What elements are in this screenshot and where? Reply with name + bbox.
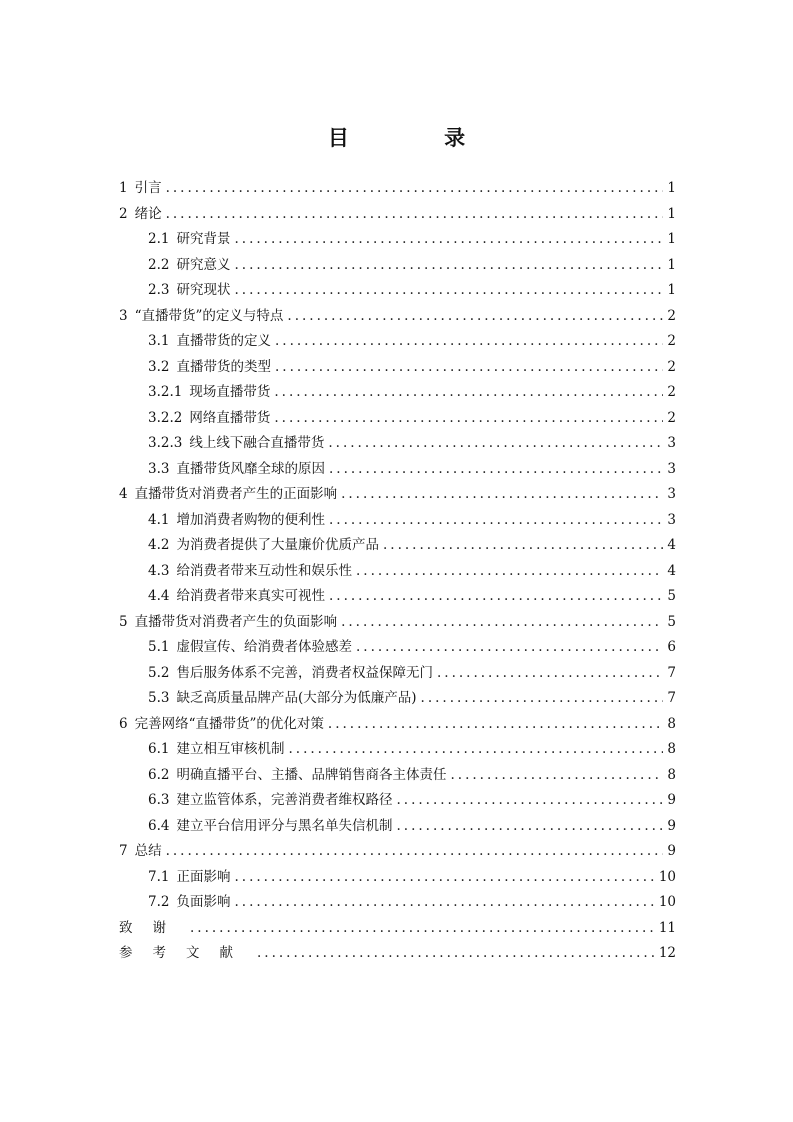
toc-entry-number: 7: [119, 843, 128, 859]
toc-entry-title: 绪论: [134, 205, 162, 222]
toc-entry-number: 3.2.1: [148, 384, 183, 400]
toc-leader-dots: [328, 712, 664, 738]
toc-entry-title: 研究背景: [176, 231, 231, 247]
toc-entry-number: 6.1: [148, 741, 170, 757]
toc-entry-number: 3.2.2: [148, 409, 183, 426]
toc-entry[interactable]: [119, 941, 676, 967]
toc-entry-page: 1: [667, 282, 676, 298]
toc-entry-page: 3: [667, 460, 676, 477]
toc-entry-title: 正面影响: [176, 868, 231, 885]
toc-entry-number: 3.2.3: [148, 435, 183, 451]
toc-entry-title: 总结: [134, 843, 162, 859]
toc-leader-dots: [329, 457, 663, 483]
toc-entry[interactable]: [119, 380, 676, 406]
toc-entry-title: 明确直播平台、主播、品牌销售商各主体责任: [176, 766, 447, 783]
toc-entry-page: 12: [658, 945, 676, 961]
toc-leader-dots: [234, 865, 654, 891]
toc-entry-page: 9: [667, 843, 676, 859]
toc-entry-page: 2: [667, 307, 676, 324]
toc-entry-number: 2.2: [148, 256, 170, 273]
toc-entry-page: 7: [667, 690, 676, 706]
toc-entry-number: 5.3: [148, 690, 170, 706]
toc-leader-dots: [383, 533, 663, 559]
toc-leader-dots: [356, 559, 663, 585]
toc-leader-dots: [274, 380, 663, 406]
toc-leader-dots: [275, 355, 663, 381]
toc-leader-dots: [356, 635, 663, 661]
toc-entry-number: 6.3: [148, 792, 170, 808]
toc-entry-number: 2.3: [148, 282, 170, 298]
toc-entry[interactable]: [119, 737, 676, 763]
toc-entry[interactable]: [119, 814, 676, 840]
toc-entry-page: 7: [667, 664, 676, 681]
toc-entry[interactable]: [119, 278, 676, 304]
toc-leader-dots: [341, 610, 663, 636]
toc-entry-title: 为消费者提供了大量廉价优质产品: [176, 537, 379, 553]
page-title: 目 录: [327, 126, 510, 150]
toc-entry-title: 现场直播带货: [189, 384, 271, 400]
toc-entry-title: 研究意义: [176, 256, 231, 273]
toc-entry-page: 4: [667, 537, 676, 553]
toc-entry[interactable]: [119, 686, 676, 712]
toc-entry[interactable]: [119, 176, 676, 202]
toc-leader-dots: [234, 227, 663, 253]
toc-entry[interactable]: [119, 253, 676, 279]
toc-entry-page: 2: [667, 409, 676, 426]
toc-entry-page: 3: [667, 511, 676, 528]
toc-entry-page: 10: [658, 868, 676, 885]
toc-entry[interactable]: [119, 635, 676, 661]
toc-entry-title: 直播带货的定义: [176, 333, 271, 349]
toc-entry-page: 8: [667, 766, 676, 783]
toc-entry-number: 6.4: [148, 817, 170, 834]
toc-entry-page: 1: [667, 205, 676, 222]
toc-leader-dots: [437, 661, 663, 687]
toc-entry-number: 2: [119, 205, 128, 222]
toc-entry-title: 缺乏高质量品牌产品(大部分为低廉产品): [176, 690, 417, 706]
toc-entry-number: 4.2: [148, 537, 170, 553]
toc-entry-number: 7.2: [148, 894, 170, 910]
toc-entry[interactable]: [119, 533, 676, 559]
toc-entry[interactable]: [119, 355, 676, 381]
toc-entry-number: 5.2: [148, 664, 170, 681]
toc-entry-title: 网络直播带货: [189, 409, 271, 426]
toc-leader-dots: [341, 482, 663, 508]
toc-entry-number: 4.1: [148, 511, 170, 528]
toc-entry-page: 3: [667, 486, 676, 502]
toc-entry-page: 1: [667, 180, 676, 196]
toc-entry-title: 研究现状: [176, 282, 231, 298]
toc-entry[interactable]: [119, 865, 676, 891]
toc-leader-dots: [166, 202, 664, 228]
toc-entry-title: 增加消费者购物的便利性: [176, 511, 325, 528]
toc-entry-title: 负面影响: [176, 894, 231, 910]
toc-entry-number: 5: [119, 613, 128, 630]
toc-leader-dots: [396, 788, 663, 814]
toc-leader-dots: [450, 763, 663, 789]
toc-leader-dots: [275, 329, 663, 355]
toc-entry-number: 3: [119, 307, 128, 324]
toc-entry-title: 售后服务体系不完善，消费者权益保障无门: [176, 664, 433, 681]
toc-entry-title: 线上线下融合直播带货: [189, 435, 325, 451]
toc-entry-page: 11: [658, 919, 676, 936]
toc-leader-dots: [287, 304, 663, 330]
toc-entry-title: 致谢: [119, 919, 186, 936]
toc-entry-number: 4.3: [148, 562, 170, 579]
toc-entry[interactable]: [119, 482, 676, 508]
toc-entry[interactable]: [119, 559, 676, 585]
toc-entry-title: 引言: [134, 180, 162, 196]
toc-entry-page: 3: [667, 435, 676, 451]
toc-entry-page: 2: [667, 333, 676, 349]
toc-entry-title: 建立监管体系，完善消费者维权路径: [176, 792, 393, 808]
toc-entry-number: 2.1: [148, 231, 170, 247]
toc-entry-number: 5.1: [148, 639, 170, 655]
toc-entry-page: 2: [667, 384, 676, 400]
toc-entry-number: 6: [119, 715, 128, 732]
toc-entry-page: 5: [667, 613, 676, 630]
toc-leader-dots: [190, 916, 655, 942]
toc-leader-dots: [257, 941, 655, 967]
toc-entry-title: 给消费者带来互动性和娱乐性: [176, 562, 352, 579]
toc-entry-page: 1: [667, 231, 676, 247]
toc-entry-number: 7.1: [148, 868, 170, 885]
toc-entry[interactable]: [119, 788, 676, 814]
toc-leader-dots: [166, 176, 664, 202]
toc-leader-dots: [288, 737, 663, 763]
toc-entry[interactable]: [119, 763, 676, 789]
toc-entry-title: 建立平台信用评分与黑名单失信机制: [176, 817, 393, 834]
toc-entry[interactable]: [119, 916, 676, 942]
toc-entry-number: 4.4: [148, 588, 170, 604]
toc-entry[interactable]: [119, 584, 676, 610]
toc-entry-page: 10: [658, 894, 676, 910]
toc-entry-title: “直播带货”的定义与特点: [134, 307, 284, 324]
toc-leader-dots: [421, 686, 664, 712]
toc-entry-page: 8: [667, 715, 676, 732]
toc-leader-dots: [328, 431, 663, 457]
toc-entry[interactable]: [119, 304, 676, 330]
toc-entry[interactable]: [119, 839, 676, 865]
toc-entry[interactable]: [119, 457, 676, 483]
toc-entry-page: 1: [667, 256, 676, 273]
toc-entry[interactable]: [119, 661, 676, 687]
toc-entry[interactable]: [119, 508, 676, 534]
toc-entry[interactable]: [119, 890, 676, 916]
toc-entry[interactable]: [119, 329, 676, 355]
toc-entry-number: 3.3: [148, 460, 170, 477]
toc-entry[interactable]: [119, 202, 676, 228]
toc-entry-page: 6: [667, 639, 676, 655]
toc-entry[interactable]: [119, 610, 676, 636]
toc-leader-dots: [329, 584, 663, 610]
toc-entry-page: 9: [667, 817, 676, 834]
toc-entry-page: 9: [667, 792, 676, 808]
toc-entry[interactable]: [119, 712, 676, 738]
toc-leader-dots: [274, 406, 663, 432]
toc-entry-title: 虚假宣传、给消费者体验感差: [176, 639, 352, 655]
toc-entry-title: 参考文献: [119, 945, 253, 961]
toc-entry[interactable]: [119, 227, 676, 253]
toc-entry-title: 直播带货对消费者产生的正面影响: [134, 486, 338, 502]
toc-entry-page: 4: [667, 562, 676, 579]
toc-entry-number: 1: [119, 180, 128, 196]
toc-entry-title: 直播带货对消费者产生的负面影响: [134, 613, 338, 630]
toc-entry-number: 4: [119, 486, 128, 502]
toc-leader-dots: [234, 253, 663, 279]
toc-leader-dots: [234, 890, 654, 916]
toc-entry-number: 3.1: [148, 333, 170, 349]
toc-entry[interactable]: [119, 406, 676, 432]
toc-entry-page: 5: [667, 588, 676, 604]
table-of-contents: [119, 176, 676, 967]
toc-entry-page: 8: [667, 741, 676, 757]
toc-leader-dots: [329, 508, 663, 534]
toc-leader-dots: [234, 278, 663, 304]
toc-entry-number: 3.2: [148, 358, 170, 375]
toc-entry-page: 2: [667, 358, 676, 375]
toc-entry-title: 建立相互审核机制: [176, 741, 285, 757]
toc-entry[interactable]: [119, 431, 676, 457]
toc-leader-dots: [166, 839, 664, 865]
toc-entry-number: 6.2: [148, 766, 170, 783]
toc-entry-title: 直播带货的类型: [176, 358, 271, 375]
toc-entry-title: 完善网络“直播带货”的优化对策: [134, 715, 324, 732]
toc-leader-dots: [396, 814, 663, 840]
toc-entry-title: 给消费者带来真实可视性: [176, 588, 325, 604]
toc-entry-title: 直播带货风靡全球的原因: [176, 460, 325, 477]
